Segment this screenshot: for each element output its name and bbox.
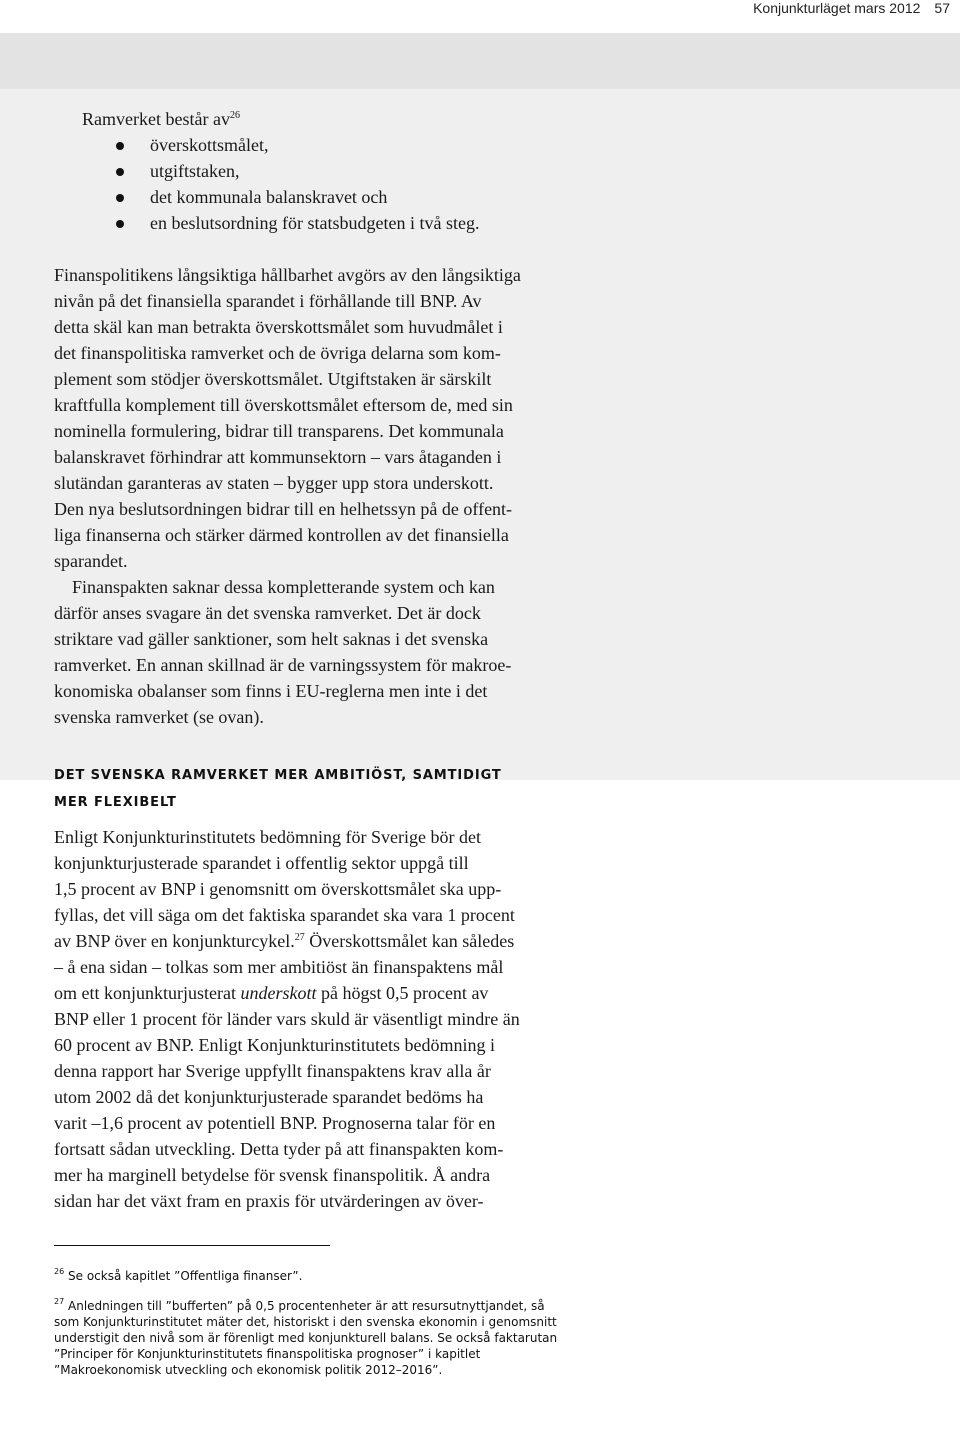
box-intro (82, 106, 240, 132)
page-number: 57 (934, 0, 950, 16)
bullet-dot (116, 142, 124, 150)
box-intro-text: Ramverket består av (82, 109, 230, 129)
box-line: det finanspolitiska ramverket och de övriga delarna som kom- (54, 343, 501, 363)
footnote-marker: 27 (54, 1297, 65, 1306)
box-line: ramverket. En annan skillnad är de varningssystem för makroe- (54, 655, 512, 675)
box-line: kraftfulla komplement till överskottsmålet eftersom de, med sin (54, 395, 513, 415)
footnote-line: ”Principer för Konjunkturinstitutets finanspolitiska prognoser” i kapitlet (54, 1347, 481, 1361)
footnote-line (54, 1268, 302, 1284)
body-line: utom 2002 då det konjunkturjusterade sparandet bedöms ha (54, 1087, 484, 1107)
footnote-line: som Konjunkturinstitutet mäter det, historiskt i den svenska ekonomin i genomsnitt (54, 1315, 557, 1329)
body-line: denna rapport har Sverige uppfyllt finanspaktens krav alla år (54, 1061, 491, 1081)
footnote-text: Anledningen till ”bufferten” på 0,5 procentenheter är att resursutnyttjandet, så (68, 1299, 545, 1313)
footnote-ref-27: 27 (294, 932, 305, 943)
bullet-item (0, 184, 479, 210)
box-line: plement som stödjer överskottsmålet. Utgiftstaken är särskilt (54, 369, 492, 389)
footnote-line: ”Makroekonomisk utveckling och ekonomisk politik 2012–2016”. (54, 1363, 443, 1377)
bullet-dot (116, 168, 124, 176)
bullet-dot (116, 194, 124, 202)
bullet-text: utgiftstaken, (150, 161, 240, 181)
footnote-ref-26: 26 (229, 110, 240, 121)
bullet-text: det kommunala balanskravet och (150, 187, 388, 207)
box-line: liga finanserna och stärker därmed kontrollen av det finansiella (54, 525, 509, 545)
box-line: Finanspolitikens långsiktiga hållbarhet avgörs av den långsiktiga (54, 265, 521, 285)
bullet-text: en beslutsordning för statsbudgeten i två steg. (150, 213, 480, 233)
bullet-text: överskottsmålet, (150, 135, 269, 155)
body-line: Enligt Konjunkturinstitutets bedömning för Sverige bör det (54, 827, 481, 847)
section-heading-line: DET SVENSKA RAMVERKET MER AMBITIÖST, SAMTIDIGT (54, 768, 502, 783)
report-title: Konjunkturläget mars 2012 (753, 0, 921, 16)
footnote-27 (54, 1298, 557, 1378)
box-line: sparandet. (54, 551, 128, 571)
body-line-text: av BNP över en konjunkturcykel. (54, 931, 295, 951)
section-body (54, 824, 614, 1214)
body-line: fyllas, det vill säga om det faktiska sparandet ska vara 1 procent (54, 905, 515, 925)
box-line: Den nya beslutsordningen bidrar till en helhetssyn på de offent- (54, 499, 513, 519)
box-line: striktare vad gäller sanktioner, som helt saknas i det svenska (54, 629, 489, 649)
footnote-rule (54, 1245, 330, 1246)
footnote-text: Se också kapitlet ”Offentliga finanser”. (68, 1269, 303, 1283)
box-line: slutändan garanteras av staten – bygger upp stora underskott. (54, 473, 494, 493)
footnote-marker: 26 (54, 1267, 65, 1276)
body-line: fortsatt sådan utveckling. Detta tyder på att finanspakten kom- (54, 1139, 504, 1159)
bullet-item (0, 210, 479, 236)
body-line: sidan har det växt fram en praxis för utvärderingen av över- (54, 1191, 484, 1211)
section-heading-line: MER FLEXIBELT (54, 795, 177, 810)
body-line-text: Överskottsmålet kan således (304, 931, 515, 951)
box-line: detta skäl kan man betrakta överskottsmålet som huvudmålet i (54, 317, 503, 337)
body-line-text: på högst 0,5 procent av (316, 983, 489, 1003)
fact-box-header-band (0, 33, 960, 89)
box-line: därför anses svagare än det svenska ramverket. Det är dock (54, 603, 481, 623)
bullet-item (0, 132, 479, 158)
running-head (753, 0, 950, 16)
body-line-text: om ett konjunkturjusterat (54, 983, 241, 1003)
footnote-26 (54, 1268, 302, 1284)
bullet-list (0, 132, 479, 236)
body-line: BNP eller 1 procent för länder vars skuld är väsentligt mindre än (54, 1009, 520, 1029)
box-line: nivån på det finansiella sparandet i förhållande till BNP. Av (54, 291, 482, 311)
body-line: – å ena sidan – tolkas som mer ambitiöst än finanspaktens mål (54, 957, 504, 977)
footnote-line: understigit den nivå som är förenligt med konjunkturell balans. Se också faktarutan (54, 1331, 558, 1345)
bullet-item (0, 158, 479, 184)
box-line: balanskravet förhindrar att kommunsektorn – vars åtaganden i (54, 447, 502, 467)
bullet-dot (116, 220, 124, 228)
box-body (54, 262, 614, 730)
body-line (54, 928, 614, 954)
box-line: konomiska obalanser som finns i EU-reglerna men inte i det (54, 681, 488, 701)
emphasis-underskott: underskott (240, 983, 317, 1003)
box-line: svenska ramverket (se ovan). (54, 707, 264, 727)
body-line: 60 procent av BNP. Enligt Konjunkturinstitutets bedömning i (54, 1035, 495, 1055)
footnote-line (54, 1298, 557, 1314)
section-heading (54, 762, 502, 816)
body-line: varit –1,6 procent av potentiell BNP. Prognoserna talar för en (54, 1113, 496, 1133)
box-line: Finanspakten saknar dessa kompletterande system och kan (54, 577, 495, 597)
body-line (54, 980, 614, 1006)
body-line: mer ha marginell betydelse för svensk finanspolitik. Å andra (54, 1165, 491, 1185)
body-line: konjunkturjusterade sparandet i offentlig sektor uppgå till (54, 853, 469, 873)
body-line: 1,5 procent av BNP i genomsnitt om överskottsmålet ska upp- (54, 879, 502, 899)
box-line: nominella formulering, bidrar till transparens. Det kommunala (54, 421, 504, 441)
